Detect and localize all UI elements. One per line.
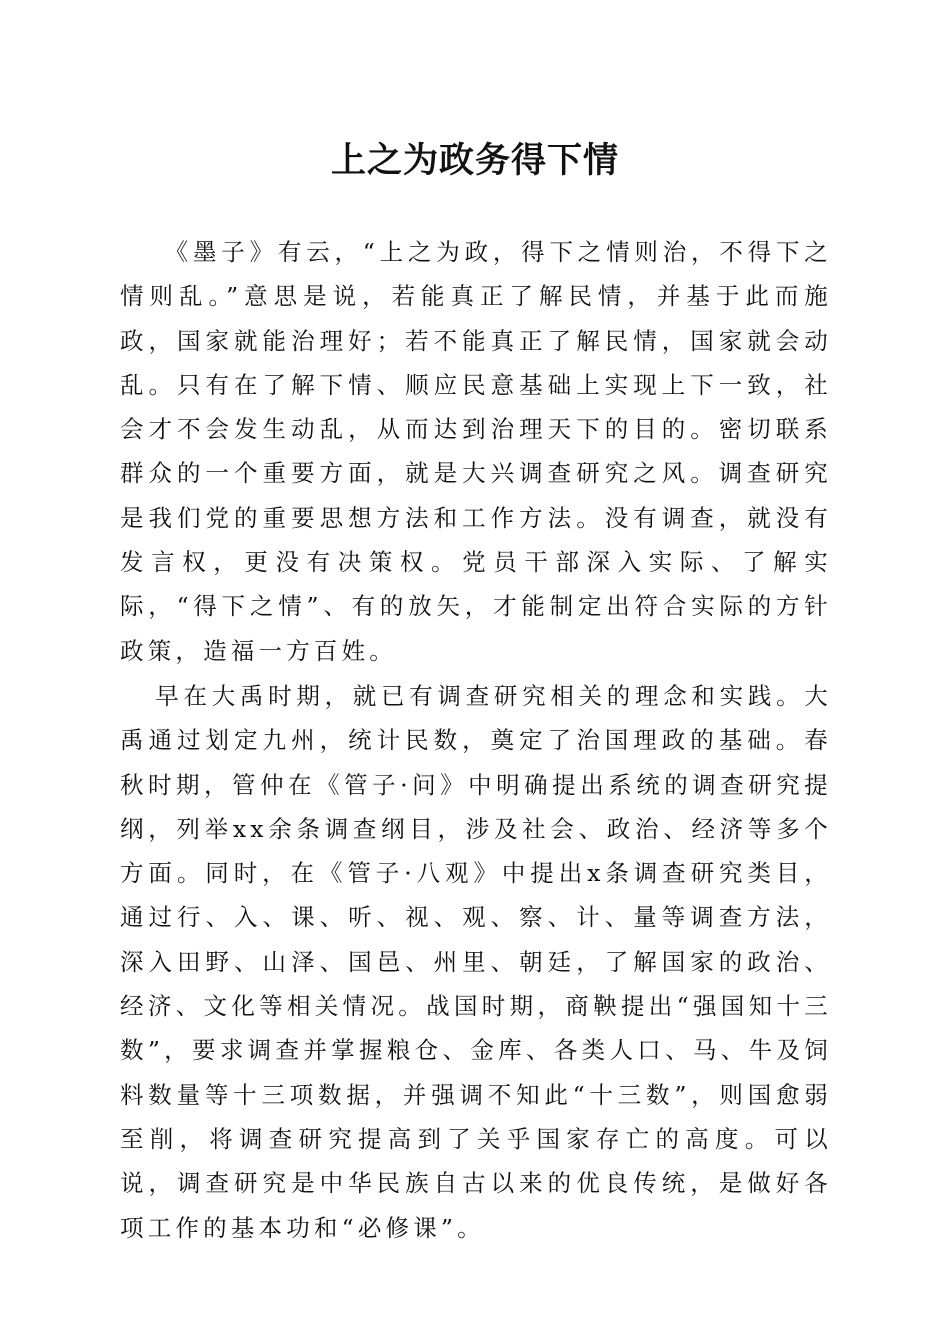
- document-body: [120, 230, 832, 1250]
- paragraph-1: 《墨子》有云，“上之为政，得下之情则治，不得下之情则乱。”意思是说，若能真正了解民情，并基于此而施政，国家就能治理好；若不能真正了解民情，国家就会动乱。只有在了解下情、顺应民意基础上实现上下一致，社会才不会发生动乱，从而达到治理天下的目的。密切联系群众的一个重要方面，就是大兴调查研究之风。调查研究是我们党的重要思想方法和工作方法。没有调查，就没有发言权，更没有决策权。党员干部深入实际、了解实际，“得下之情”、有的放矢，才能制定出符合实际的方针政策，造福一方百姓。: [120, 238, 832, 665]
- paragraph-2: 早在大禹时期，就已有调查研究相关的理念和实践。大禹通过划定九州，统计民数，奠定了治国理政的基础。春秋时期，管仲在《管子·问》中明确提出系统的调查研究提纲，列举xx余条调查纲目，涉及社会、政治、经济等多个方面。同时，在《管子·八观》中提出x条调查研究类目，通过行、入、课、听、视、观、察、计、量等调查方法，深入田野、山泽、国邑、州里、朝廷，了解国家的政治、经济、文化等相关情况。战国时期，商鞅提出“强国知十三数”，要求调查并掌握粮仓、金库、各类人口、马、牛及饲料数量等十三项数据，并强调不知此“十三数”，则国愈弱至削，将调查研究提高到了关乎国家存亡的高度。可以说，调查研究是中华民族自古以来的优良传统，是做好各项工作的基本功和“必修课”。: [120, 681, 832, 1242]
- document-title: 上之为政务得下情: [330, 140, 619, 181]
